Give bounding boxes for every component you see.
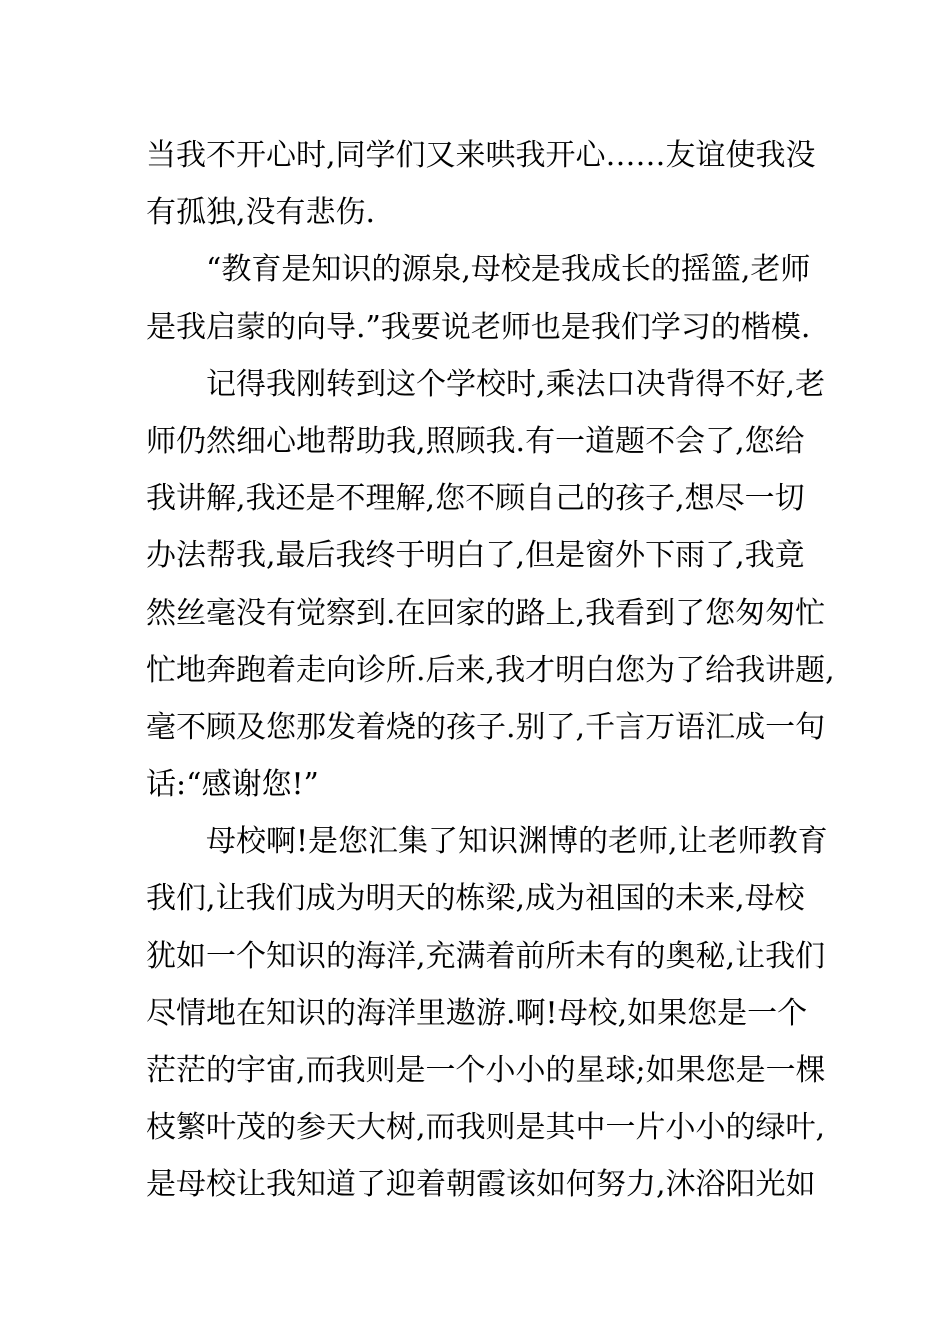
text-line: 母校啊!是您汇集了知识渊博的老师,让老师教育 (206, 824, 828, 860)
text-line: 是母校让我知道了迎着朝霞该如何努力,沐浴阳光如 (146, 1167, 816, 1203)
text-line: 我们,让我们成为明天的栋梁,成为祖国的未来,母校 (146, 881, 805, 917)
text-line: 办法帮我,最后我终于明白了,但是窗外下雨了,我竟 (146, 538, 805, 574)
body-text (146, 127, 835, 1214)
text-line: 记得我刚转到这个学校时,乘法口决背得不好,老 (206, 366, 826, 402)
text-line: 犹如一个知识的海洋,充满着前所未有的奥秘,让我们 (146, 938, 826, 974)
text-line: 师仍然细心地帮助我,照顾我.有一道题不会了,您给 (146, 423, 805, 459)
text-line: 话:“感谢您!” (146, 767, 319, 803)
text-line: 然丝毫没有觉察到.在回家的路上,我看到了您匆匆忙 (146, 595, 826, 631)
text-line: 当我不开心时,同学们又来哄我开心……友谊使我没 (146, 138, 816, 173)
text-line: 忙地奔跑着走向诊所.后来,我才明白您为了给我讲题, (146, 652, 835, 688)
text-line: 枝繁叶茂的参天大树,而我则是其中一片小小的绿叶, (146, 1110, 826, 1146)
text-line: “教育是知识的源泉,母校是我成长的摇篮,老师 (206, 252, 811, 288)
text-line: 是我启蒙的向导.”我要说老师也是我们学习的楷模. (146, 309, 811, 345)
text-line: 有孤独,没有悲伤. (146, 195, 376, 231)
text-line: 我讲解,我还是不理解,您不顾自己的孩子,想尽一切 (146, 481, 805, 517)
text-line: 茫茫的宇宙,而我则是一个小小的星球;如果您是一棵 (146, 1053, 826, 1088)
text-line: 毫不顾及您那发着烧的孩子.别了,千言万语汇成一句 (146, 709, 826, 745)
text-line: 尽情地在知识的海洋里遨游.啊!母校,如果您是一个 (146, 995, 808, 1031)
